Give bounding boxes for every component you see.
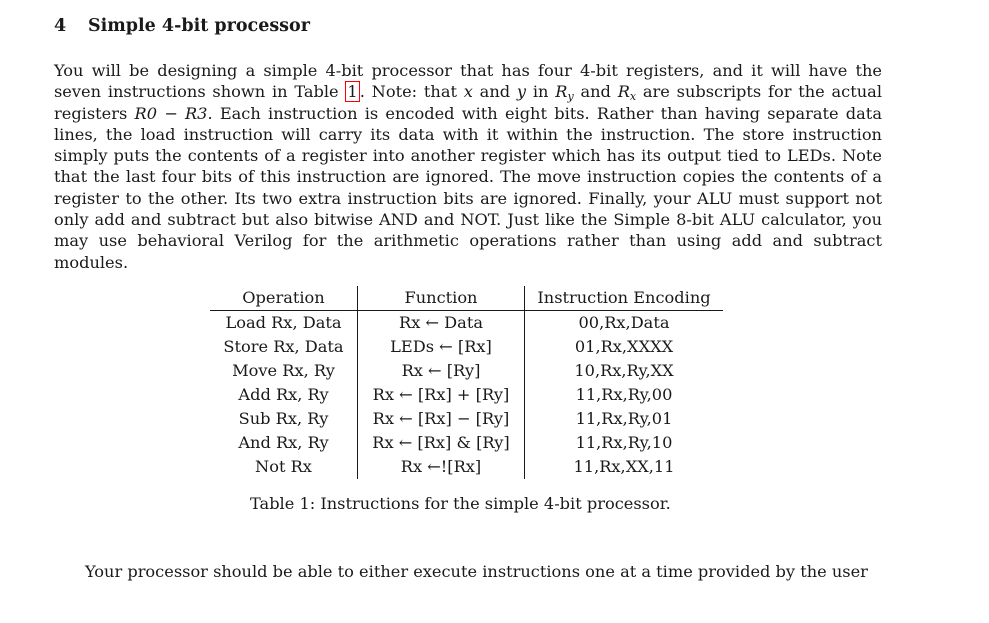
paragraph-text: in — [526, 82, 556, 102]
section-heading — [54, 16, 310, 36]
cell-function: LEDs ← [Rx] — [358, 335, 525, 359]
math-expression: R0 − R3 — [134, 103, 208, 123]
cell-operation: Add Rx, Ry — [238, 385, 329, 404]
cell-encoding: 11,Rx,XX,11 — [525, 455, 724, 479]
cell-encoding: 11,Rx,Ry,10 — [525, 431, 724, 455]
math-var: y — [516, 82, 527, 102]
cell-operation: Not Rx — [255, 457, 312, 476]
paragraph-text: are subscripts for the actual registers — [54, 82, 883, 123]
paragraph-text: . Each instruction is encoded with eight bits. Rather than having separate data lines, the load instruction will carry its data with it within the instruction. The store instruction simply puts the contents of a register into another register which has its output tied to LEDs. Note that the last four bits of this instruction are ignored. The move instruction copies the contents of a register to the other. Its two extra instruction bits are ignored. Finally, your ALU must support not only add and subtract but also bitwise AND and NOT. Just like the Simple 8-bit ALU calculator, you may use behavioral Verilog for the arithmetic operations rather than using add and subtract modules. — [54, 103, 882, 272]
table-row — [210, 359, 723, 383]
paragraph-text: . Note: that — [359, 82, 464, 102]
paragraph-text: and — [472, 82, 517, 102]
cell-operation: Load Rx, Data — [225, 313, 342, 332]
cell-function: Rx ← Data — [358, 311, 525, 336]
cell-operation: Store Rx, Data — [223, 337, 344, 356]
table-row — [210, 431, 723, 455]
cell-operation: Sub Rx, Ry — [238, 409, 329, 428]
body-paragraph — [54, 60, 882, 273]
paragraph-text: and — [573, 82, 618, 102]
cell-operation: And Rx, Ry — [238, 433, 329, 452]
section-number: 4 — [54, 16, 67, 36]
cell-function: Rx ← [Ry] — [358, 359, 525, 383]
instruction-table — [210, 286, 723, 479]
header-encoding: Instruction Encoding — [525, 286, 724, 311]
cell-operation: Move Rx, Ry — [232, 361, 335, 380]
cell-function: Rx ← [Rx] − [Ry] — [358, 407, 525, 431]
cell-encoding: 10,Rx,Ry,XX — [525, 359, 724, 383]
math-var: R — [555, 82, 568, 102]
table-row — [210, 335, 723, 359]
continuation-text: Your processor should be able to either execute instructions one at a time provided by the user — [85, 562, 868, 581]
cell-function: Rx ← [Rx] + [Ry] — [358, 383, 525, 407]
math-var: R — [617, 82, 630, 102]
table-row — [210, 311, 723, 336]
table-caption: Table 1: Instructions for the simple 4-bit processor. — [250, 494, 671, 513]
paragraph-text: You will be designing a simple 4-bit processor that has four 4-bit registers, and it will have the seven instructions shown in Table — [54, 61, 882, 102]
table-row — [210, 407, 723, 431]
cell-encoding: 11,Rx,Ry,01 — [525, 407, 724, 431]
math-subscript: y — [567, 90, 574, 104]
cell-encoding: 00,Rx,Data — [525, 311, 724, 336]
cell-encoding: 11,Rx,Ry,00 — [525, 383, 724, 407]
cell-function: Rx ← [Rx] & [Ry] — [358, 431, 525, 455]
math-var: x — [463, 82, 473, 102]
table-header-row — [210, 286, 723, 311]
math-subscript: x — [629, 90, 637, 104]
table-row — [210, 383, 723, 407]
cell-function: Rx ←![Rx] — [358, 455, 525, 479]
section-title: Simple 4-bit processor — [88, 16, 310, 36]
header-operation: Operation — [210, 286, 358, 311]
cell-encoding: 01,Rx,XXXX — [525, 335, 724, 359]
header-function: Function — [358, 286, 525, 311]
table-row — [210, 455, 723, 479]
table-reference-link[interactable]: 1 — [347, 82, 358, 102]
